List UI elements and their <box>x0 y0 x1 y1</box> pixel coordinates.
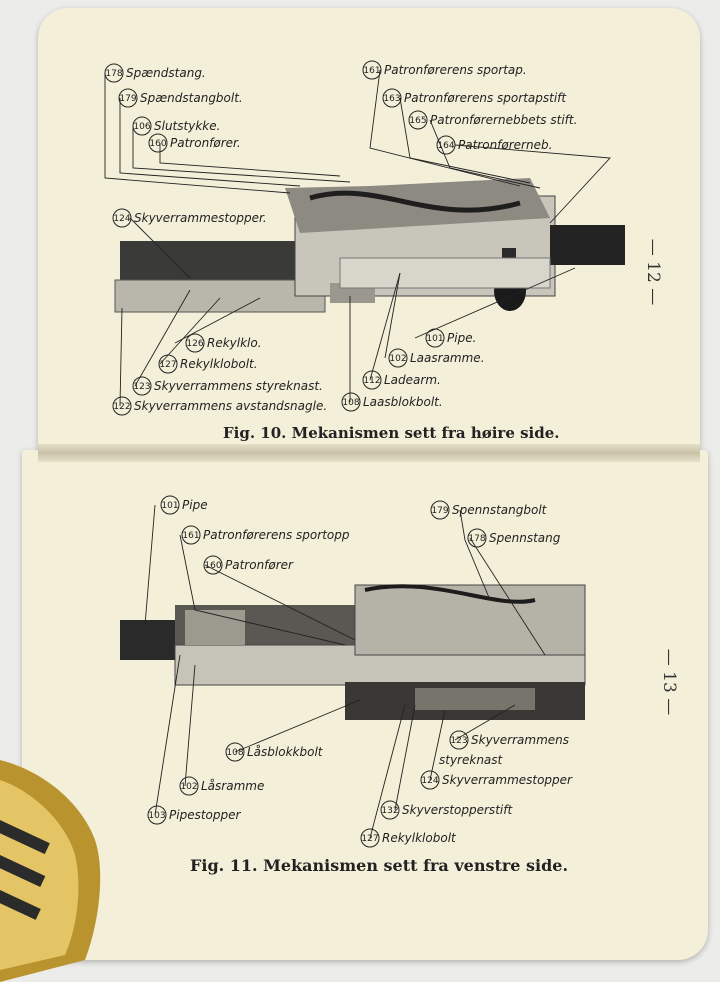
fig11-label-127 <box>361 829 457 847</box>
fig10-label-number: 112 <box>363 376 381 386</box>
fig10-label-text: Patronførerens sportap. <box>384 63 527 77</box>
fig10-label-179 <box>119 89 243 107</box>
fig10-mechanism-image <box>115 178 625 312</box>
fig10-label-text: Patronførernebbets stift. <box>430 113 578 127</box>
fig11-label-text: styreknast <box>439 753 503 767</box>
fig11-label-text: Patronførerens sportopp <box>203 528 350 542</box>
fig10-label-number: 160 <box>149 139 167 149</box>
fig10-label-number: 108 <box>342 398 360 408</box>
fig10-label-number: 126 <box>186 339 204 349</box>
fig11-label-text: Pipestopper <box>169 808 241 822</box>
fig10-label-126 <box>186 334 262 352</box>
fig11-label-102 <box>180 777 264 795</box>
fig11-label-number: 103 <box>148 811 166 821</box>
fig10-label-123 <box>133 377 323 395</box>
fig11-label-132 <box>381 801 513 819</box>
fig11-label-number: 179 <box>431 506 449 516</box>
fig10-label-number: 122 <box>113 402 131 412</box>
fig10-label-102 <box>389 349 485 367</box>
book-gutter <box>38 444 700 462</box>
fig10-label-161 <box>363 61 527 79</box>
fig10-label-text: Patronførerens sportapstift <box>404 91 567 105</box>
fig11-label-text: Låsblokkbolt <box>247 745 323 759</box>
fig11-label-number: 161 <box>182 531 200 541</box>
fig11-label-number: 108 <box>226 748 244 758</box>
fig10-label-178 <box>105 64 206 82</box>
fig10-label-112 <box>363 371 441 389</box>
fig10-label-165 <box>409 111 577 129</box>
fig11-label-number: 124 <box>421 776 439 786</box>
fig11-label-text: Patronfører <box>225 558 293 572</box>
fig11-mechanism-image <box>120 585 585 720</box>
fig11-label-161 <box>182 526 350 544</box>
fig10-label-number: 164 <box>437 141 455 151</box>
fig10-label-122 <box>113 397 327 415</box>
fig11-label-number: 178 <box>468 534 486 544</box>
fig11-label-text: Skyverstopperstift <box>402 803 513 817</box>
fig10-label-124 <box>113 209 267 227</box>
fig11-label-text: Skyverrammens <box>471 733 569 747</box>
fig11-label-179 <box>431 501 548 519</box>
fig10-label-number: 165 <box>409 116 427 126</box>
fig10-caption: Fig. 10. Mekanismen sett fra høire side. <box>223 424 560 442</box>
fig10-label-text: Patronførerneb. <box>458 138 553 152</box>
fig11-label-101 <box>161 496 208 514</box>
fig10-label-number: 106 <box>133 122 151 132</box>
fig11-label-text: Pipe <box>182 498 208 512</box>
fig10-label-number: 163 <box>383 94 401 104</box>
fig10-label-text: Laasblokbolt. <box>363 395 443 409</box>
fig11-label-number: 160 <box>204 561 222 571</box>
fig11-label-123 <box>450 731 569 749</box>
fig10-label-127 <box>159 355 258 373</box>
fig10-label-108 <box>342 393 443 411</box>
fig11-label-text: Spennstangbolt <box>452 503 547 517</box>
fig11-label-number: 101 <box>161 501 179 511</box>
fig11-label-108 <box>226 743 324 761</box>
fig11-label-number: 127 <box>361 834 379 844</box>
page-number-top: — 12 — <box>643 238 664 306</box>
fig10-label-text: Rekylklo. <box>207 336 262 350</box>
fig11-label-text: Skyverrammestopper <box>442 773 572 787</box>
fig10-label-text: Patronfører. <box>170 136 241 150</box>
fig11-label-number: 102 <box>180 782 198 792</box>
fig10-label-number: 178 <box>105 69 123 79</box>
fig10-label-number: 124 <box>113 214 131 224</box>
brass-clip-object <box>0 760 110 982</box>
fig10-label-number: 179 <box>119 94 137 104</box>
fig10-label-number: 127 <box>159 360 177 370</box>
fig11-label-number: 123 <box>450 736 468 746</box>
fig10-label-106 <box>133 117 220 135</box>
fig10-label-101 <box>426 329 476 347</box>
fig11-label-103 <box>148 806 241 824</box>
fig10-label-160 <box>149 134 241 152</box>
fig11-label-number: 132 <box>381 806 399 816</box>
fig10-label-text: Skyverrammestopper. <box>134 211 267 225</box>
fig10-illustration <box>100 58 660 418</box>
fig10-label-text: Ladearm. <box>384 373 441 387</box>
fig10-label-text: Pipe. <box>447 331 477 345</box>
fig11-caption: Fig. 11. Mekanismen sett fra venstre side. <box>190 856 569 875</box>
page-number-bottom: — 13 — <box>659 648 680 716</box>
fig10-label-163 <box>383 89 567 107</box>
fig10-label-164 <box>437 136 552 154</box>
fig10-label-text: Spændstangbolt. <box>140 91 243 105</box>
fig11-label-text: Spennstang <box>489 531 561 545</box>
fig10-label-text: Spændstang. <box>126 66 206 80</box>
fig11-label-text: Låsramme <box>201 779 265 793</box>
fig10-label-text: Skyverrammens avstandsnagle. <box>134 399 328 413</box>
fig10-label-number: 101 <box>426 334 444 344</box>
fig10-label-number: 123 <box>133 382 151 392</box>
fig11-label-124 <box>421 771 573 789</box>
fig10-label-text: Slutstykke. <box>154 119 221 133</box>
fig10-label-text: Laasramme. <box>410 351 485 365</box>
fig11-label-text: Rekylklobolt <box>382 831 456 845</box>
fig11-label-cont <box>439 753 504 767</box>
fig11-label-178 <box>468 529 561 547</box>
fig10-label-text: Rekylklobolt. <box>180 357 258 371</box>
fig10-label-text: Skyverrammens styreknast. <box>154 379 323 393</box>
fig10-label-number: 102 <box>389 354 407 364</box>
fig11-illustration <box>115 490 625 850</box>
fig10-label-number: 161 <box>363 66 381 76</box>
